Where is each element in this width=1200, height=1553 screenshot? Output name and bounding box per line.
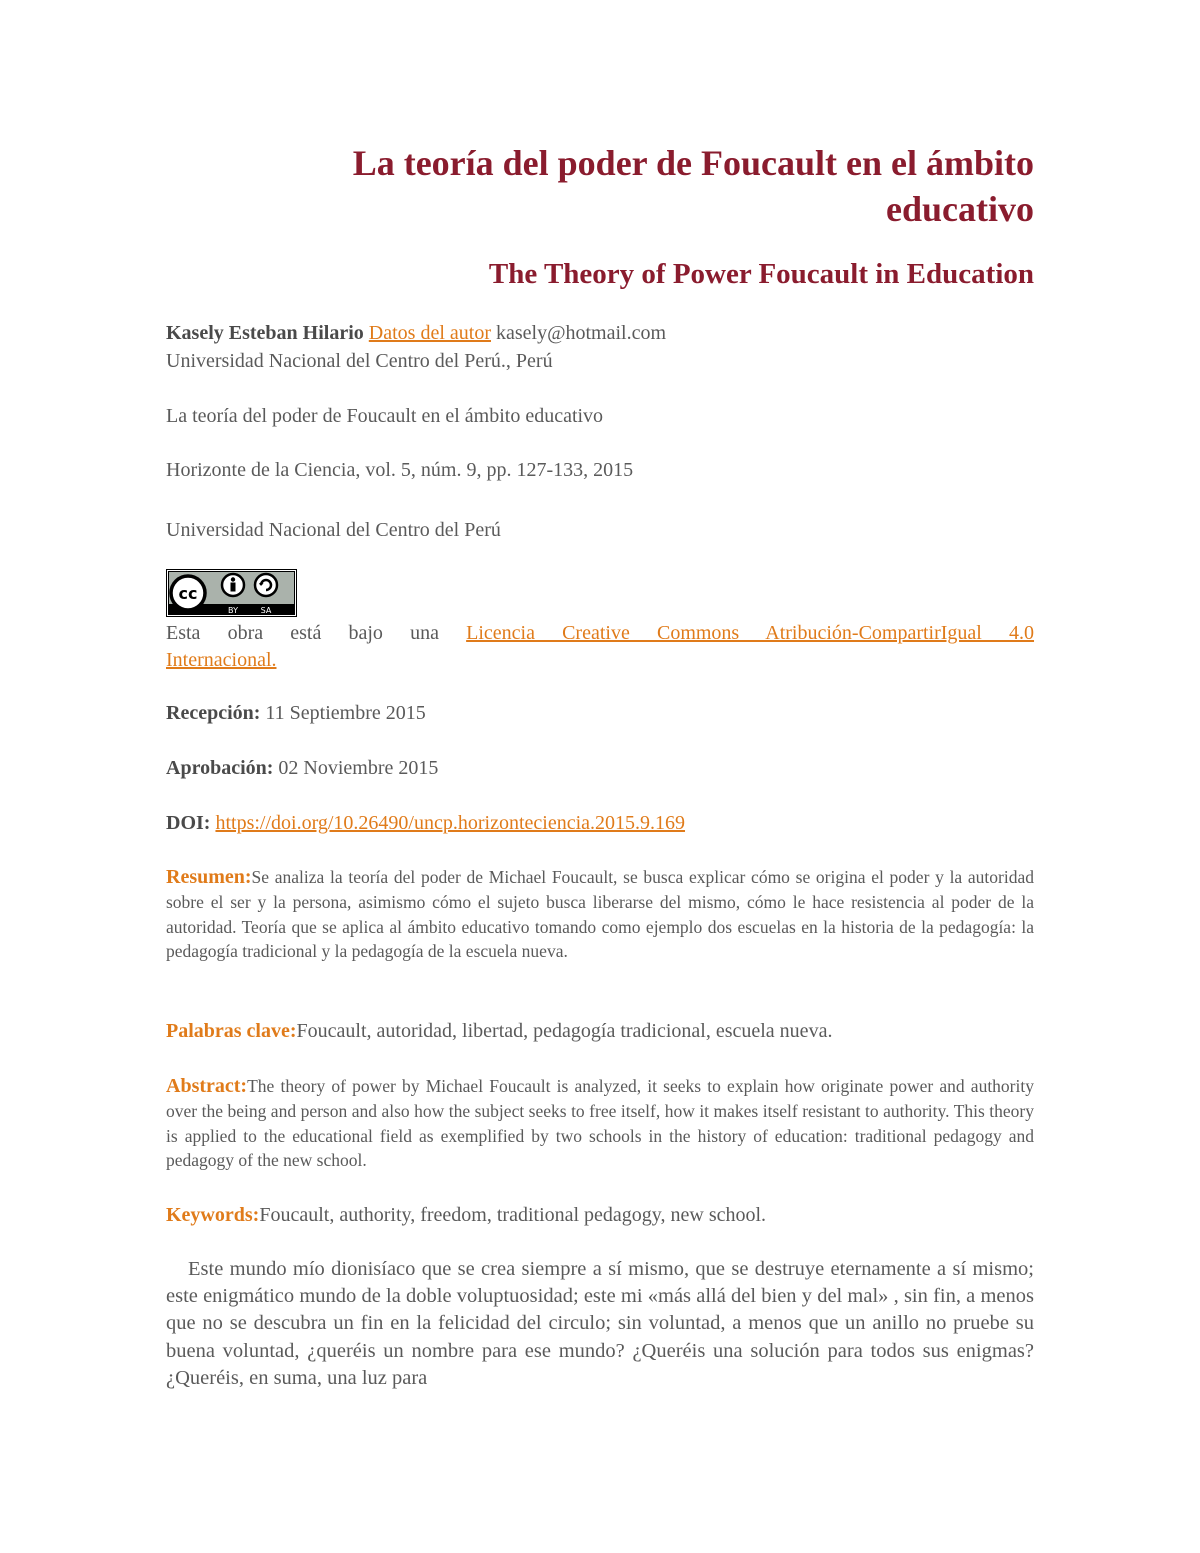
document-title: La teoría del poder de Foucault en el ámbito educativo — [352, 143, 1034, 229]
document-subtitle: The Theory of Power Foucault in Education — [488, 258, 1034, 290]
license-prefix: Esta obra está bajo una — [166, 622, 467, 644]
license-link[interactable]: Licencia Creative Commons Atribución-CompartirIgual 4.0 — [466, 622, 1035, 644]
license-statement — [166, 620, 1034, 647]
abstract-text: The theory of power by Michael Foucault is analyzed, it seeks to explain how originate power and authority over the being and person and also how the subject seeks to free itself, how it makes itself resistant to authority. This theory is applied to the educational field as exemplified by two schools in the history of education: traditional pedagogy and pedagogy of the new school. — [166, 1076, 1034, 1171]
epigraph-quote: Este mundo mío dionisíaco que se crea siempre a sí mismo, que se destruye eternamente a sí mismo; este enigmático mundo de la doble voluptuosidad; este mi «más allá del bien y del mal» , sin fin, a menos que no se descubra un fin en la felicidad del circulo; sin voluntad, a menos que un anillo no pruebe su buena voluntad, ¿queréis un nombre para ese mundo? ¿Queréis una solución para todos sus enigmas? ¿Queréis, en suma, una luz para — [166, 1258, 1034, 1389]
svg-text:cc: cc — [178, 584, 198, 603]
abstract-paragraph — [166, 1074, 1034, 1173]
license-link-cont[interactable]: Internacional. — [166, 649, 277, 671]
reception-value: 11 Septiembre 2015 — [260, 702, 426, 724]
author-name: Kasely Esteban Hilario — [166, 322, 364, 344]
cc-sa-text: SA — [260, 606, 272, 615]
doi-link[interactable]: https://doi.org/10.26490/uncp.horizonteciencia.2015.9.169 — [215, 812, 686, 834]
approval-value: 02 Noviembre 2015 — [273, 757, 439, 779]
approval-date — [166, 755, 1034, 781]
keywords-text: Foucault, authority, freedom, traditional pedagogy, new school. — [259, 1204, 767, 1226]
author-email: kasely@hotmail.com — [495, 322, 667, 344]
source-publisher: Universidad Nacional del Centro del Perú — [166, 519, 501, 541]
approval-label: Aprobación: — [166, 757, 274, 779]
palabras-clave-line — [166, 1018, 1034, 1044]
author-line — [166, 320, 1034, 346]
cc-by-sa-icon[interactable] — [166, 569, 297, 617]
resumen-paragraph — [166, 865, 1034, 964]
resumen-label: Resumen: — [166, 866, 252, 888]
reception-date — [166, 700, 1034, 726]
resumen-text: Se analiza la teoría del poder de Michael Foucault, se busca explicar cómo se origina el poder y la autoridad sobre el ser y la persona, asimismo cómo el sujeto busca liberarse del mismo, cómo le hace resistencia al poder de la autoridad. Teoría que se aplica al ámbito educativo tomando como ejemplo dos escuelas en la historia de la pedagogía: la pedagogía tradicional y la pedagogía de la escuela nueva. — [166, 867, 1034, 962]
doi-line — [166, 810, 1034, 836]
doi-label: DOI: — [166, 812, 211, 834]
abstract-label: Abstract: — [166, 1075, 248, 1097]
source-article-title: La teoría del poder de Foucault en el ámbito educativo — [166, 405, 604, 427]
palabras-clave-text: Foucault, autoridad, libertad, pedagogía tradicional, escuela nueva. — [296, 1020, 833, 1042]
keywords-line — [166, 1202, 1034, 1228]
reception-label: Recepción: — [166, 702, 261, 724]
license-statement-cont — [166, 647, 277, 674]
palabras-clave-label: Palabras clave: — [166, 1020, 297, 1042]
author-affiliation: Universidad Nacional del Centro del Perú., Perú — [166, 350, 553, 372]
source-journal: Horizonte de la Ciencia, vol. 5, núm. 9, pp. 127-133, 2015 — [166, 459, 634, 481]
cc-by-text: BY — [228, 606, 238, 615]
author-data-link[interactable]: Datos del autor — [368, 322, 491, 344]
keywords-label: Keywords: — [166, 1204, 260, 1226]
